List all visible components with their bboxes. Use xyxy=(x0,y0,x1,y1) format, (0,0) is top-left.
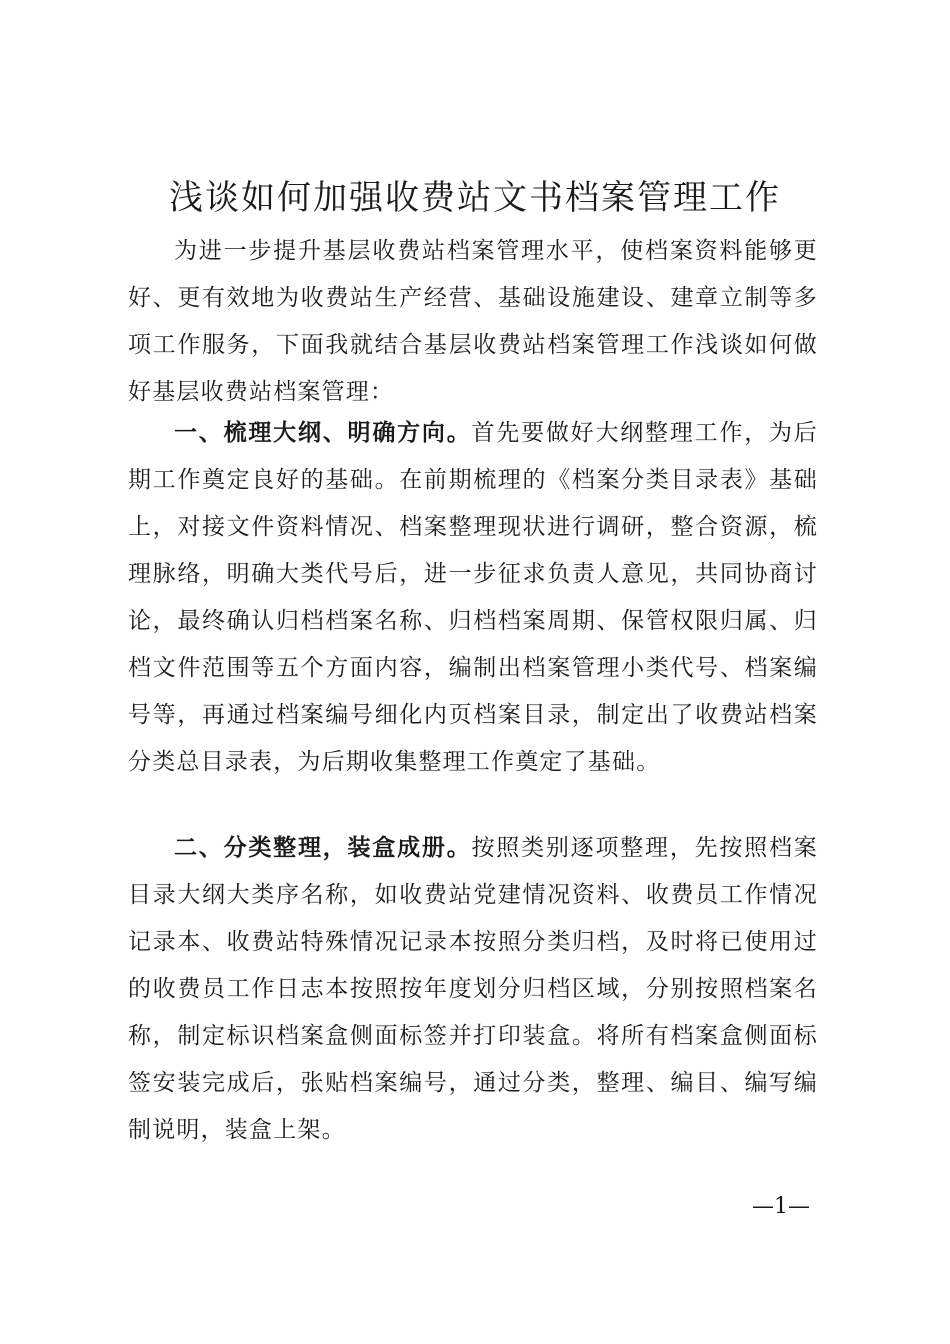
page-number: —1— xyxy=(752,1194,810,1219)
document-title: 浅谈如何加强收费站文书档案管理工作 xyxy=(169,178,781,218)
section-heading: 二、分类整理，装盒成册。 xyxy=(174,835,472,861)
section-text: 按照类别逐项整理，先按照档案目录大纲大类序名称，如收费站党建情况资料、收费员工作情况记录本、收费站特殊情况记录本按照分类归档，及时将已使用过的收费员工作日志本按照按年度划分归档区域，分别按照档案名称，制定标识档案盒侧面标签并打印装盒。将所有档案盒侧面标签安装完成后，张贴档案编号，通过分类，整理、编目、编写编制说明，装盒上架。 xyxy=(128,835,818,1143)
section-text: 首先要做好大纲整理工作，为后期工作奠定良好的基础。在前期梳理的《档案分类目录表》基础上，对接文件资料情况、档案整理现状进行调研，整合资源，梳理脉络，明确大类代号后，进一步征求负责人意见，共同协商讨论，最终确认归档档案名称、归档档案周期、保管权限归属、归档文件范围等五个方面内容，编制出档案管理小类代号、档案编号等，再通过档案编号细化内页档案目录，制定出了收费站档案分类总目录表，为后期收集整理工作奠定了基础。 xyxy=(128,420,818,775)
section-paragraph xyxy=(128,825,818,1154)
section-heading: 一、梳理大纲、明确方向。 xyxy=(174,420,472,446)
intro-paragraph: 为进一步提升基层收费站档案管理水平，使档案资料能够更好、更有效地为收费站生产经营、基础设施建设、建章立制等多项工作服务，下面我就结合基层收费站档案管理工作浅谈如何做好基层收费站档案管理： xyxy=(128,238,818,405)
section-paragraph xyxy=(128,410,818,786)
